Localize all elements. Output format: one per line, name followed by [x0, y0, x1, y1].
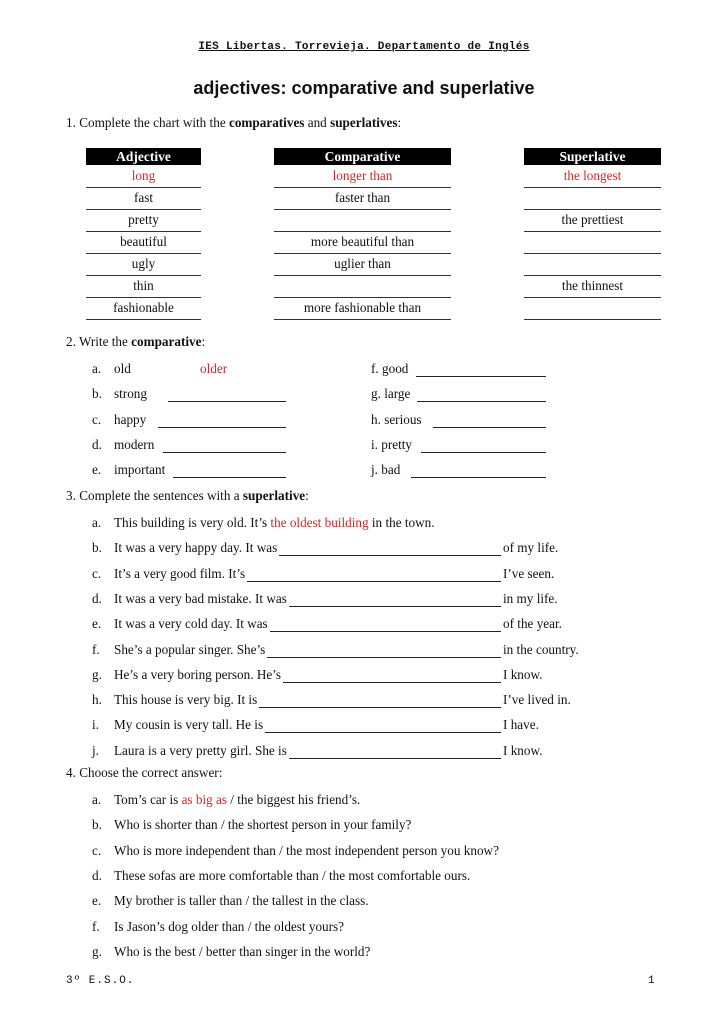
chart-cell-comp	[274, 276, 451, 298]
sentence-end: in the town.	[368, 515, 435, 530]
choice-text: Who is more independent than / the most independent person you know?	[114, 842, 499, 858]
sentence-start: This building is very old. It’s	[114, 515, 271, 530]
sentence-end: I know.	[503, 742, 543, 758]
chart-cell-comp: uglier than	[274, 254, 451, 276]
answer-blank[interactable]	[247, 581, 501, 582]
choice-text: Who is the best / better than singer in the world?	[114, 943, 371, 959]
item-word: happy	[114, 411, 147, 427]
sentence-item	[92, 540, 277, 556]
sentence-item	[92, 743, 287, 759]
chart-cell-adj: pretty	[86, 210, 201, 232]
item-word: old	[114, 361, 131, 376]
chart-cell-comp: more fashionable than	[274, 298, 451, 320]
chart-cell-comp: more beautiful than	[274, 232, 451, 254]
sentence-item	[92, 692, 257, 708]
item-label: f.	[92, 918, 100, 934]
list-item	[371, 386, 410, 402]
item-label: h.	[371, 411, 381, 427]
chart-cell-sup	[524, 188, 661, 210]
item-label: a.	[92, 792, 102, 807]
list-item	[92, 412, 146, 428]
chart-cell-sup	[524, 298, 661, 320]
sentence-end: in my life.	[503, 590, 558, 606]
chart-cell-adj: ugly	[86, 254, 201, 276]
chart-cell-sup: the prettiest	[524, 210, 661, 232]
exercise-1-instruction: 1. Complete the chart with the comparatives and superlatives:	[66, 115, 402, 130]
choice-item	[92, 843, 499, 859]
worksheet-title: adjectives: comparative and superlative	[193, 78, 535, 98]
item-label: e.	[92, 462, 102, 478]
item-label: b.	[92, 386, 102, 402]
item-label: d.	[92, 436, 102, 452]
sentence-item	[92, 667, 281, 683]
choice-text: Who is shorter than / the shortest person in your family?	[114, 817, 412, 833]
item-label: c.	[92, 842, 102, 858]
item-label: e.	[92, 893, 102, 909]
column-header-comparative: Comparative	[274, 148, 451, 165]
answer-blank[interactable]	[433, 427, 546, 428]
item-label: a.	[92, 361, 102, 376]
sentence-start: It’s a very good film. It’s	[114, 565, 246, 581]
chart-cell-adj: fast	[86, 188, 201, 210]
item-label: b.	[92, 540, 102, 556]
answer-blank[interactable]	[411, 477, 546, 478]
choice-item	[92, 792, 360, 808]
item-word: important	[114, 462, 166, 478]
chart-cell-adj: beautiful	[86, 232, 201, 254]
column-header-superlative: Superlative	[524, 148, 661, 165]
exercise-3-instruction: 3. Complete the sentences with a superlative:	[66, 488, 309, 503]
item-label: b.	[92, 817, 102, 833]
choice-item	[92, 868, 470, 884]
answer-blank[interactable]	[289, 758, 501, 759]
list-item	[371, 437, 412, 453]
sentence-item	[92, 642, 265, 658]
item-label: g.	[92, 666, 102, 682]
item-word: good	[382, 361, 409, 376]
answer-blank[interactable]	[265, 732, 501, 733]
sentence-start: He’s a very boring person. He’s	[114, 666, 281, 682]
answer-blank[interactable]	[173, 477, 286, 478]
sentence-start: It was a very happy day. It was	[114, 540, 278, 556]
chart-cell-sup	[524, 254, 661, 276]
choice-item	[92, 919, 344, 935]
list-item	[371, 361, 408, 377]
item-label: j.	[371, 462, 378, 478]
item-label: d.	[92, 590, 102, 606]
item-word: modern	[114, 436, 155, 452]
sentence-end: of the year.	[503, 616, 562, 632]
item-label: c.	[92, 565, 102, 581]
answer-blank[interactable]	[259, 707, 501, 708]
answer-blank[interactable]	[163, 452, 286, 453]
item-word: strong	[114, 386, 147, 402]
sentence-end: of my life.	[503, 540, 559, 556]
item-label: j.	[92, 742, 99, 758]
answer-blank[interactable]	[270, 631, 501, 632]
choice-item	[92, 893, 369, 909]
answer-text: older	[200, 361, 228, 376]
item-label: f.	[92, 641, 100, 657]
item-label: g.	[92, 943, 102, 959]
item-word: pretty	[381, 436, 413, 452]
sentence-end: I have.	[503, 717, 539, 733]
sentence-start: Laura is a very pretty girl. She is	[114, 742, 287, 758]
choice-text-end: / the biggest his friend’s.	[227, 792, 361, 807]
answer-text: the oldest building	[270, 515, 369, 530]
chart-cell-adj: thin	[86, 276, 201, 298]
answer-blank[interactable]	[421, 452, 546, 453]
choice-text: These sofas are more comfortable than / the most comfortable ours.	[114, 867, 471, 883]
sentence-item	[92, 717, 263, 733]
sentence-end: I’ve lived in.	[503, 692, 571, 708]
answer-blank[interactable]	[417, 401, 546, 402]
list-item	[371, 462, 400, 478]
item-label: i.	[92, 717, 99, 733]
sentence-end: I’ve seen.	[503, 565, 555, 581]
sentence-end: I know.	[503, 666, 543, 682]
chart-cell-comp: longer than	[274, 166, 451, 188]
item-word: bad	[381, 462, 401, 478]
sentence-start: My cousin is very tall. He is	[114, 717, 264, 733]
item-word: large	[384, 386, 411, 402]
sentence-start: This house is very big. It is	[114, 692, 258, 708]
list-item	[92, 361, 131, 377]
list-item	[92, 462, 165, 478]
item-word: serious	[384, 411, 422, 427]
choice-item	[92, 817, 411, 833]
chart-cell-sup	[524, 232, 661, 254]
answer-text: as big as	[181, 792, 227, 807]
answer-blank[interactable]	[267, 657, 501, 658]
chart-cell-sup: the thinnest	[524, 276, 661, 298]
item-label: h.	[92, 692, 102, 708]
answer-blank[interactable]	[416, 376, 546, 377]
sentence-item	[92, 616, 268, 632]
list-item	[92, 386, 147, 402]
sentence-end: in the country.	[503, 641, 579, 657]
chart-cell-adj: long	[86, 166, 201, 188]
item-label: g.	[371, 386, 381, 402]
answer-blank[interactable]	[168, 401, 286, 402]
list-item	[371, 412, 422, 428]
sentence-start: It was a very bad mistake. It was	[114, 590, 287, 606]
chart-cell-comp	[274, 210, 451, 232]
item-label: c.	[92, 411, 102, 427]
item-label: i.	[371, 436, 378, 452]
choice-text: My brother is taller than / the tallest in the class.	[114, 893, 369, 909]
item-label: a.	[92, 515, 102, 530]
choice-text: Is Jason’s dog older than / the oldest yours?	[114, 918, 345, 934]
answer-blank[interactable]	[283, 682, 501, 683]
list-item	[92, 437, 154, 453]
footer-grade: 3º E.S.O.	[66, 975, 135, 987]
sentence-start: It was a very cold day. It was	[114, 616, 268, 632]
exercise-4-instruction: 4. Choose the correct answer:	[66, 765, 223, 780]
sentence-item	[92, 591, 287, 607]
item-label: d.	[92, 867, 102, 883]
sentence-item	[92, 515, 435, 531]
answer-blank[interactable]	[289, 606, 501, 607]
page-header: IES Libertas. Torrevieja. Departamento de Inglés	[198, 41, 530, 53]
chart-cell-comp: faster than	[274, 188, 451, 210]
chart-cell-sup: the longest	[524, 166, 661, 188]
answer-blank[interactable]	[279, 555, 501, 556]
chart-cell-adj: fashionable	[86, 298, 201, 320]
choice-item	[92, 944, 370, 960]
answer-blank[interactable]	[158, 427, 286, 428]
sentence-item	[92, 566, 245, 582]
choice-text: Tom’s car is	[114, 792, 182, 807]
item-label: f.	[371, 361, 379, 376]
column-header-adjective: Adjective	[86, 148, 201, 165]
footer-page-number: 1	[648, 975, 655, 987]
exercise-2-instruction: 2. Write the comparative:	[66, 334, 206, 349]
sentence-start: She’s a popular singer. She’s	[114, 641, 266, 657]
item-label: e.	[92, 616, 102, 632]
